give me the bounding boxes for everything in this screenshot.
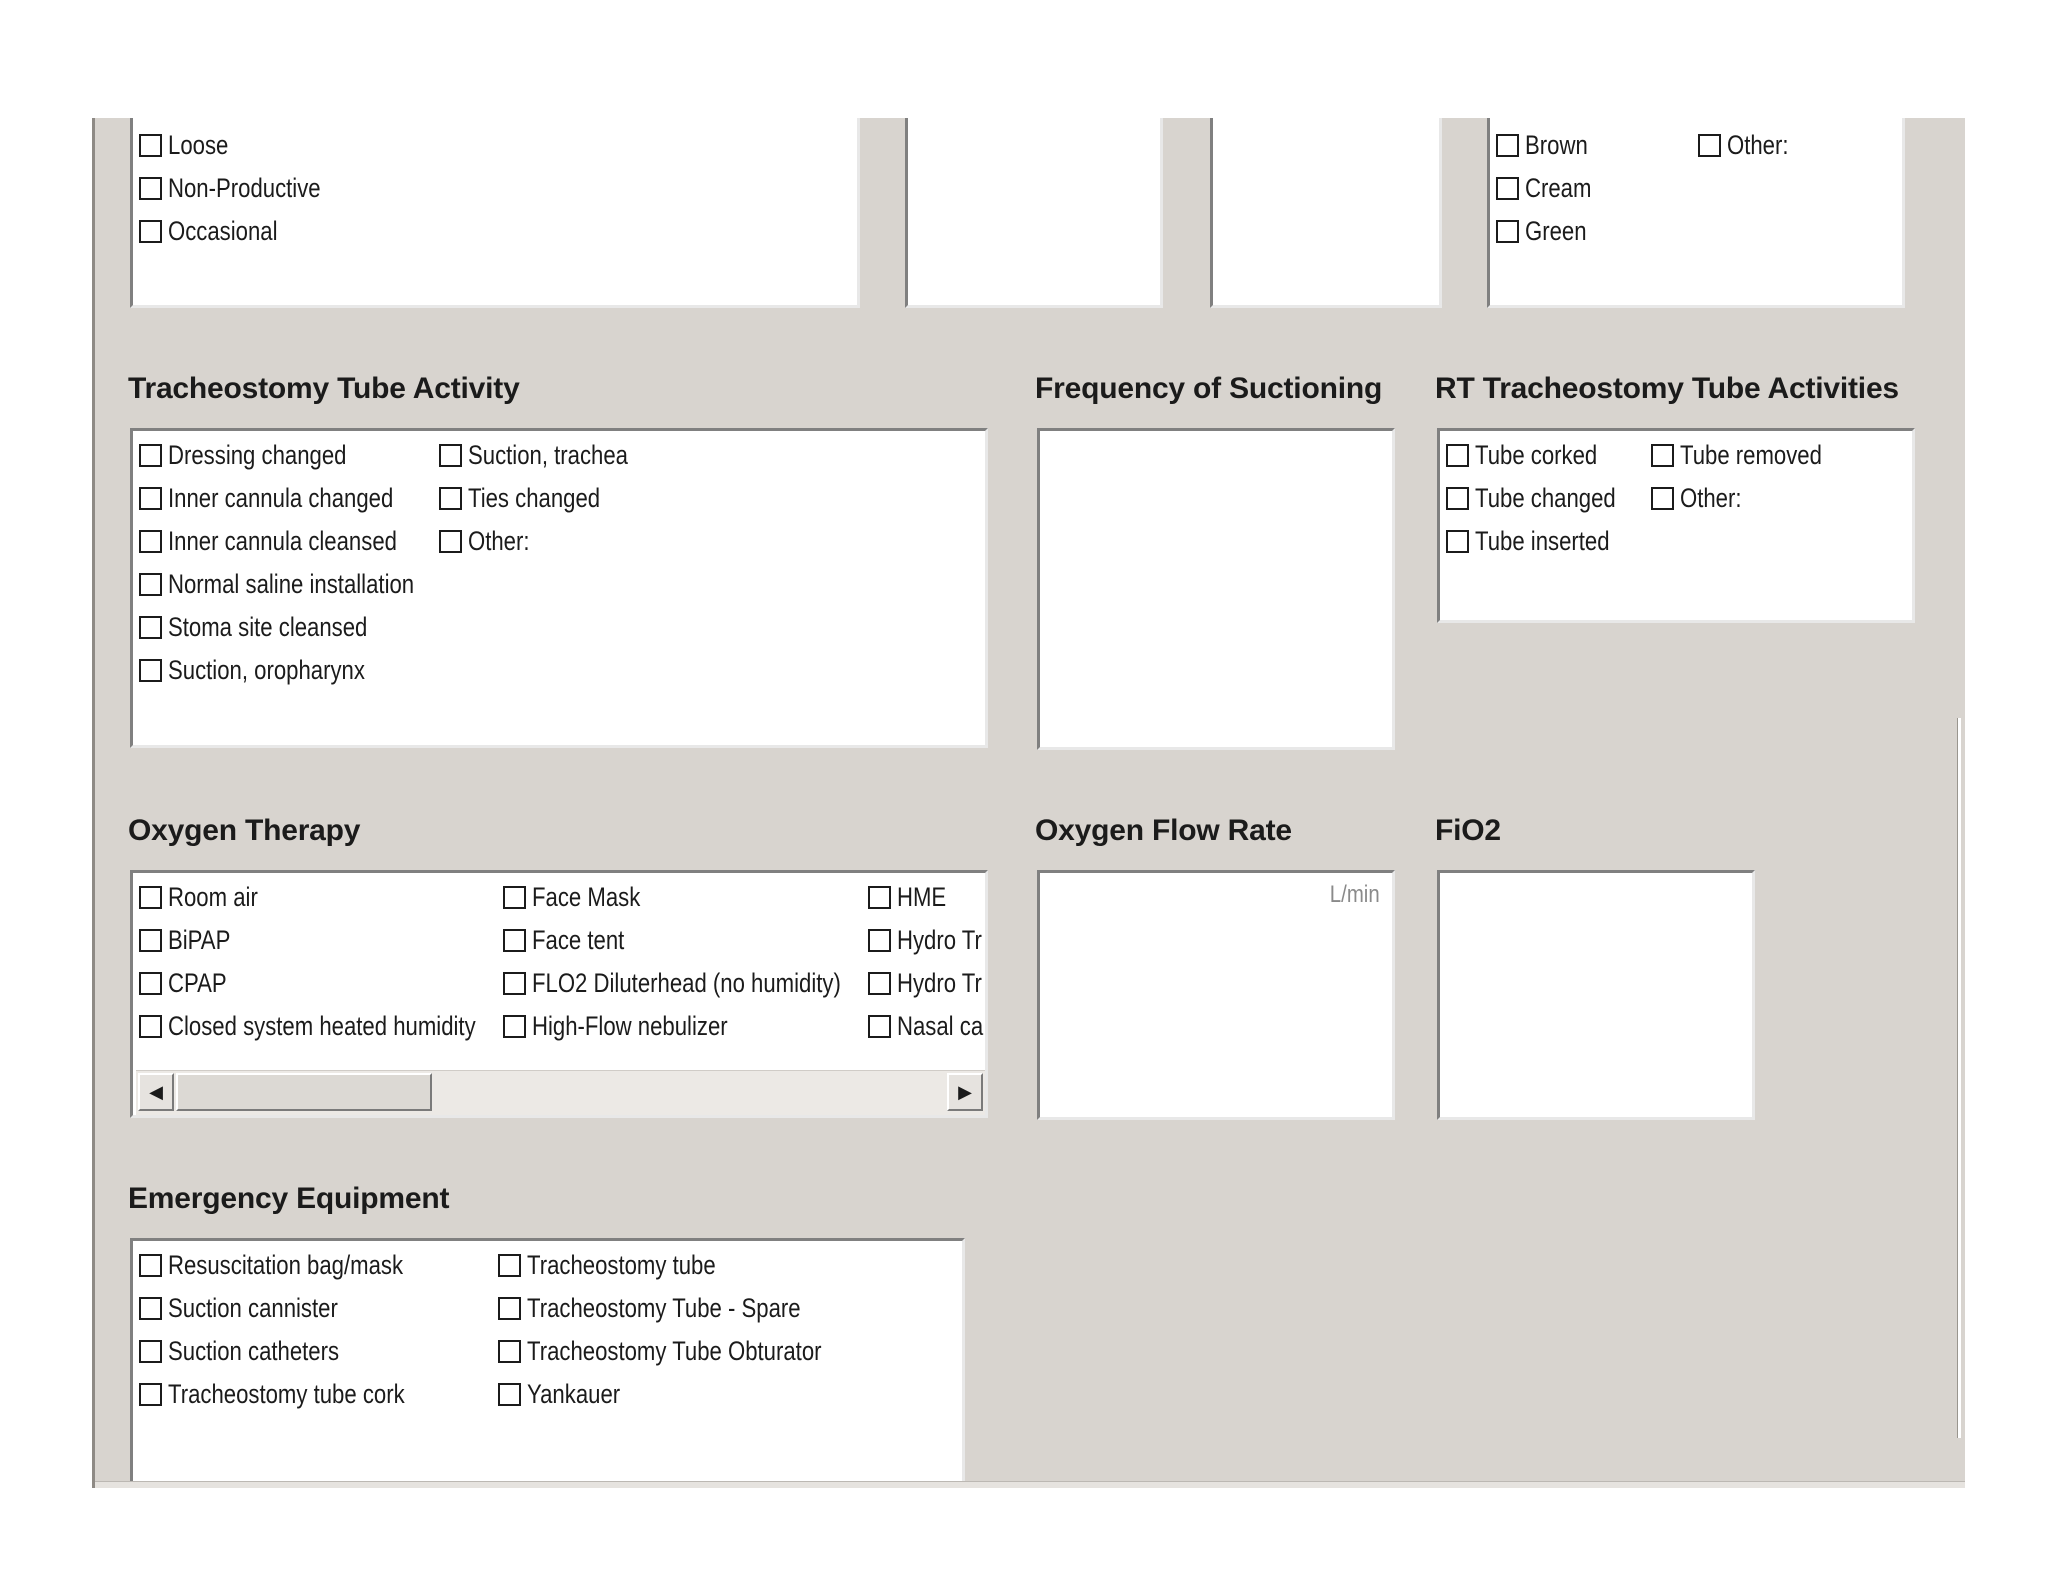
checkbox-cpap[interactable] xyxy=(139,963,240,1003)
checkbox-label: Suction, trachea xyxy=(468,439,629,470)
checkbox-label: Suction, oropharynx xyxy=(168,654,365,685)
checkbox-hme[interactable] xyxy=(868,877,957,917)
checkbox-box[interactable] xyxy=(1698,134,1721,157)
checkbox-label: Resuscitation bag/mask xyxy=(168,1249,404,1280)
pane-bottom-edge xyxy=(95,1481,1965,1488)
checkbox-label: Tracheostomy Tube - Spare xyxy=(527,1292,801,1323)
checkbox-box[interactable] xyxy=(139,487,162,510)
oxygen-flow-rate-input[interactable] xyxy=(1037,870,1395,1120)
checkbox-box[interactable] xyxy=(139,1254,162,1277)
checkbox-box[interactable] xyxy=(1446,530,1469,553)
checkbox-label: BiPAP xyxy=(168,924,231,955)
form-panel xyxy=(92,118,1965,1488)
checkbox-tracheostomy-tube-obturator[interactable] xyxy=(498,1331,886,1371)
checkbox-label: Non-Productive xyxy=(168,172,321,203)
checkbox-label: Other: xyxy=(1727,129,1789,160)
blank-group-box-a xyxy=(905,118,1163,308)
suction-frequency-title: Frequency of Suctioning xyxy=(1035,372,1383,405)
oxygen-flow-rate-title: Oxygen Flow Rate xyxy=(1035,814,1292,847)
checkbox-high-flow-nebulizer[interactable] xyxy=(503,1006,771,1046)
checkbox-label: Loose xyxy=(168,129,229,160)
checkbox-box[interactable] xyxy=(1496,134,1519,157)
checkbox-rt-other[interactable] xyxy=(1651,478,1755,518)
checkbox-box[interactable] xyxy=(139,444,162,467)
checkbox-tracheostomy-tube-cork[interactable] xyxy=(139,1374,457,1414)
checkbox-box[interactable] xyxy=(139,1015,162,1038)
checkbox-cream[interactable] xyxy=(1496,168,1606,208)
emergency-equipment-group-box xyxy=(130,1238,965,1484)
checkbox-stoma-site-cleansed[interactable] xyxy=(139,607,411,647)
checkbox-closed-system-heated-humidity[interactable] xyxy=(139,1006,543,1046)
checkbox-label: FLO2 Diluterhead (no humidity) xyxy=(532,967,841,998)
checkbox-box[interactable] xyxy=(139,616,162,639)
checkbox-box[interactable] xyxy=(439,530,462,553)
checkbox-suction-cannister[interactable] xyxy=(139,1288,375,1328)
checkbox-box[interactable] xyxy=(439,487,462,510)
checkbox-box[interactable] xyxy=(503,1015,526,1038)
checkbox-box[interactable] xyxy=(503,972,526,995)
checkbox-yankauer[interactable] xyxy=(498,1374,641,1414)
checkbox-normal-saline-installation[interactable] xyxy=(139,564,468,604)
oxygen-therapy-title: Oxygen Therapy xyxy=(128,814,361,847)
scroll-right-arrow-icon[interactable]: ▶ xyxy=(947,1073,983,1111)
checkbox-box[interactable] xyxy=(139,659,162,682)
checkbox-label: Suction catheters xyxy=(168,1335,340,1366)
checkbox-occasional[interactable] xyxy=(139,211,302,251)
checkbox-box[interactable] xyxy=(1651,487,1674,510)
checkbox-other[interactable] xyxy=(1698,125,1802,165)
trach-activity-title: Tracheostomy Tube Activity xyxy=(128,372,520,405)
checkbox-tube-corked[interactable] xyxy=(1446,435,1624,475)
fio2-title: FiO2 xyxy=(1435,814,1501,847)
checkbox-label: Brown xyxy=(1525,129,1588,160)
checkbox-box[interactable] xyxy=(503,886,526,909)
checkbox-brown[interactable] xyxy=(1496,125,1602,165)
checkbox-face-tent[interactable] xyxy=(503,920,645,960)
checkbox-face-mask[interactable] xyxy=(503,877,664,917)
checkbox-label: Tracheostomy Tube Obturator xyxy=(527,1335,822,1366)
checkbox-tracheostomy-tube[interactable] xyxy=(498,1245,757,1285)
checkbox-box[interactable] xyxy=(498,1383,521,1406)
checkbox-tube-changed[interactable] xyxy=(1446,478,1647,518)
checkbox-tracheostomy-tube-spare[interactable] xyxy=(498,1288,861,1328)
checkbox-label: Closed system heated humidity xyxy=(168,1010,476,1041)
checkbox-label: Tube changed xyxy=(1475,482,1616,513)
checkbox-box[interactable] xyxy=(139,177,162,200)
checkbox-label: Stoma site cleansed xyxy=(168,611,368,642)
checkbox-trach-other[interactable] xyxy=(439,521,543,561)
checkbox-box[interactable] xyxy=(498,1297,521,1320)
checkbox-label: High-Flow nebulizer xyxy=(532,1010,728,1041)
checkbox-box[interactable] xyxy=(1446,444,1469,467)
checkbox-label: Yankauer xyxy=(527,1378,621,1409)
checkbox-suction-oropharynx[interactable] xyxy=(139,650,408,690)
checkbox-inner-cannula-cleansed[interactable] xyxy=(139,521,447,561)
checkbox-room-air[interactable] xyxy=(139,877,278,917)
checkbox-label: Nasal ca xyxy=(897,1010,984,1041)
checkbox-bipap[interactable] xyxy=(139,920,244,960)
checkbox-box[interactable] xyxy=(139,220,162,243)
oxygen-therapy-group-box xyxy=(130,870,988,1118)
checkbox-box[interactable] xyxy=(1446,487,1469,510)
checkbox-label: Dressing changed xyxy=(168,439,347,470)
suction-frequency-input[interactable] xyxy=(1037,428,1395,750)
checkbox-label: Normal saline installation xyxy=(168,568,415,599)
checkbox-box[interactable] xyxy=(439,444,462,467)
checkbox-label: Tube corked xyxy=(1475,439,1598,470)
checkbox-box[interactable] xyxy=(139,929,162,952)
checkbox-box[interactable] xyxy=(1651,444,1674,467)
checkbox-box[interactable] xyxy=(139,1297,162,1320)
checkbox-resuscitation-bag-mask[interactable] xyxy=(139,1245,455,1285)
checkbox-suction-catheters[interactable] xyxy=(139,1331,377,1371)
checkbox-box[interactable] xyxy=(868,972,891,995)
trach-activity-group-box xyxy=(130,428,988,748)
checkbox-box[interactable] xyxy=(868,929,891,952)
checkbox-box[interactable] xyxy=(139,530,162,553)
checkbox-label: Hydro Tr xyxy=(897,924,982,955)
scroll-left-arrow-icon[interactable]: ◀ xyxy=(138,1073,174,1111)
checkbox-box[interactable] xyxy=(139,1383,162,1406)
sputum-color-group-box xyxy=(1487,118,1905,308)
checkbox-box[interactable] xyxy=(139,1340,162,1363)
checkbox-label: Inner cannula cleansed xyxy=(168,525,397,556)
checkbox-label: Tracheostomy tube cork xyxy=(168,1378,405,1409)
checkbox-box[interactable] xyxy=(868,1015,891,1038)
rt-trach-activities-group-box xyxy=(1437,428,1915,623)
checkbox-ties-changed[interactable] xyxy=(439,478,629,518)
checkbox-green[interactable] xyxy=(1496,211,1600,251)
checkbox-label: Tube removed xyxy=(1680,439,1822,470)
checkbox-box[interactable] xyxy=(868,886,891,909)
checkbox-hydro-tr-1[interactable] xyxy=(868,920,988,960)
cough-group-box xyxy=(130,118,860,308)
checkbox-tube-inserted[interactable] xyxy=(1446,521,1639,561)
horizontal-scrollbar[interactable] xyxy=(136,1070,985,1115)
checkbox-inner-cannula-changed[interactable] xyxy=(139,478,443,518)
checkbox-label: Tube inserted xyxy=(1475,525,1610,556)
checkbox-dressing-changed[interactable] xyxy=(139,435,386,475)
blank-group-box-b xyxy=(1210,118,1442,308)
checkbox-label: Face tent xyxy=(532,924,625,955)
checkbox-box[interactable] xyxy=(498,1254,521,1277)
scroll-thumb[interactable] xyxy=(176,1073,432,1111)
checkbox-box[interactable] xyxy=(498,1340,521,1363)
checkbox-label: Suction cannister xyxy=(168,1292,338,1323)
checkbox-nasal-ca[interactable] xyxy=(868,1006,988,1046)
checkbox-label: Inner cannula changed xyxy=(168,482,394,513)
rt-trach-activities-title: RT Tracheostomy Tube Activities xyxy=(1435,372,1899,405)
checkbox-box[interactable] xyxy=(139,573,162,596)
checkbox-box[interactable] xyxy=(1496,220,1519,243)
checkbox-label: Occasional xyxy=(168,215,278,246)
checkbox-label: Ties changed xyxy=(468,482,601,513)
checkbox-label: Hydro Tr xyxy=(897,967,982,998)
checkbox-label: Other: xyxy=(468,525,530,556)
checkbox-label: Face Mask xyxy=(532,881,641,912)
checkbox-label: Other: xyxy=(1680,482,1742,513)
checkbox-non-productive[interactable] xyxy=(139,168,354,208)
checkbox-label: Room air xyxy=(168,881,258,912)
checkbox-hydro-tr-2[interactable] xyxy=(868,963,988,1003)
checkbox-suction-trachea[interactable] xyxy=(439,435,663,475)
checkbox-flo2-diluterhead[interactable] xyxy=(503,963,909,1003)
checkbox-label: Cream xyxy=(1525,172,1592,203)
checkbox-loose[interactable] xyxy=(139,125,242,165)
fio2-input[interactable] xyxy=(1437,870,1755,1120)
checkbox-box[interactable] xyxy=(1496,177,1519,200)
checkbox-box[interactable] xyxy=(139,886,162,909)
checkbox-box[interactable] xyxy=(139,134,162,157)
checkbox-label: HME xyxy=(897,881,947,912)
checkbox-label: Tracheostomy tube xyxy=(527,1249,716,1280)
checkbox-label: CPAP xyxy=(168,967,227,998)
emergency-equipment-title: Emergency Equipment xyxy=(128,1182,450,1215)
unit-label: L/min xyxy=(1330,881,1380,908)
checkbox-label: Green xyxy=(1525,215,1587,246)
checkbox-box[interactable] xyxy=(139,972,162,995)
checkbox-tube-removed[interactable] xyxy=(1651,435,1853,475)
vertical-scrollbar-edge[interactable] xyxy=(1957,718,1961,1438)
checkbox-box[interactable] xyxy=(503,929,526,952)
